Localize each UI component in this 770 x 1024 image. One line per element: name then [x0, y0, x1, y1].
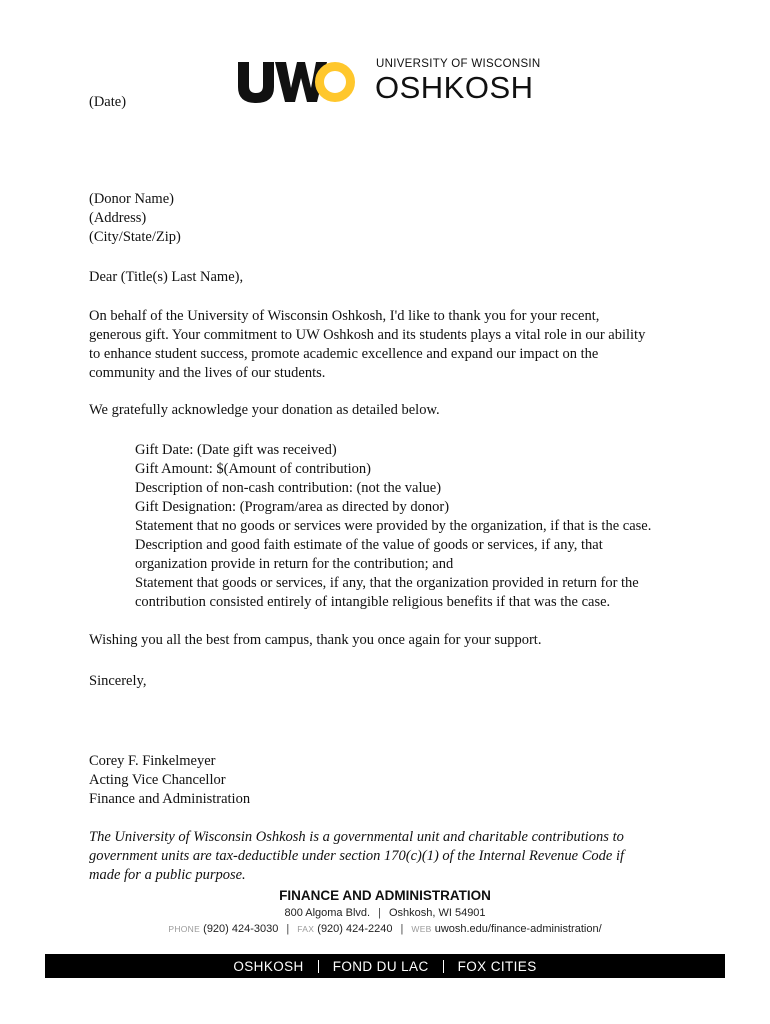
campus-divider [443, 960, 444, 973]
campus-fond-du-lac: FOND DU LAC [332, 958, 429, 974]
detail-good-faith-estimate-cont: organization provide in return for the contribution; and [135, 556, 454, 572]
signer-department: Finance and Administration [89, 791, 251, 807]
signer-name: Corey F. Finkelmeyer [89, 753, 216, 769]
signature-block [89, 752, 250, 809]
gift-details-list [135, 441, 705, 612]
detail-noncash-description: Description of non-cash contribution: (not the value) [135, 480, 442, 496]
footer-divider: | [286, 923, 290, 935]
detail-religious-benefits-cont: contribution consisted entirely of intangible religious benefits if that was the case. [135, 594, 611, 610]
paragraph-line: to enhance student success, promote academic excellence and expand our impact on the [89, 346, 599, 362]
footer-department: FINANCE AND ADMINISTRATION [279, 888, 491, 903]
recipient-block [89, 190, 181, 247]
detail-gift-date: Gift Date: (Date gift was received) [135, 442, 337, 458]
footer-phone: (920) 424-3030 [203, 923, 279, 935]
detail-gift-amount: Gift Amount: $(Amount of contribution) [135, 461, 372, 477]
body-paragraph-2: We gratefully acknowledge your donation as detailed below. [89, 402, 440, 418]
recipient-address: (Address) [89, 210, 147, 226]
paragraph-line: community and the lives of our students. [89, 365, 326, 381]
disclaimer-line: The University of Wisconsin Oshkosh is a governmental unit and charitable contributions to [89, 829, 624, 845]
footer-divider: | [378, 907, 381, 919]
recipient-name: (Donor Name) [89, 191, 174, 207]
phone-label: PHONE [168, 924, 201, 934]
logo-oshkosh-line: OSHKOSH [375, 70, 534, 105]
footer-city: Oshkosh, WI 54901 [388, 907, 486, 919]
tax-disclaimer [89, 828, 679, 885]
salutation: Dear (Title(s) Last Name), [89, 269, 244, 285]
letter-date: (Date) [89, 94, 127, 110]
university-logo [236, 58, 541, 108]
uwo-logo-mark-icon [236, 58, 356, 104]
closing-line: Wishing you all the best from campus, thank you once again for your support. [89, 632, 542, 648]
signoff: Sincerely, [89, 673, 147, 689]
campus-fox-cities: FOX CITIES [457, 958, 537, 974]
campus-bar [45, 954, 725, 978]
detail-gift-designation: Gift Designation: (Program/area as directed by donor) [135, 499, 450, 515]
footer-street: 800 Algoma Blvd. [284, 907, 371, 919]
logo-university-line: UNIVERSITY OF WISCONSIN [376, 58, 541, 70]
campus-divider [318, 960, 319, 973]
recipient-city-state-zip: (City/State/Zip) [89, 229, 181, 245]
detail-no-goods-statement: Statement that no goods or services were provided by the organization, if that is the case. [135, 518, 652, 534]
body-paragraph-1 [89, 307, 689, 383]
signer-title: Acting Vice Chancellor [89, 772, 226, 788]
paragraph-line: On behalf of the University of Wisconsin Oshkosh, I'd like to thank you for your recent, [89, 308, 600, 324]
footer-fax: (920) 424-2240 [317, 923, 393, 935]
fax-label: FAX [297, 924, 315, 934]
footer-contact [0, 923, 770, 935]
campus-oshkosh: OSHKOSH [233, 958, 304, 974]
detail-good-faith-estimate: Description and good faith estimate of the value of goods or services, if any, that [135, 537, 603, 553]
footer-address [0, 907, 770, 919]
disclaimer-line: government units are tax-deductible under section 170(c)(1) of the Internal Revenue Code if [89, 848, 624, 864]
detail-religious-benefits: Statement that goods or services, if any, that the organization provided in return for the [135, 575, 639, 591]
paragraph-line: generous gift. Your commitment to UW Oshkosh and its students plays a vital role in our ability [89, 327, 646, 343]
web-label: WEB [411, 924, 432, 934]
disclaimer-line: made for a public purpose. [89, 867, 246, 883]
footer-divider: | [400, 923, 404, 935]
footer-web-link[interactable]: uwosh.edu/finance-administration/ [434, 923, 602, 935]
